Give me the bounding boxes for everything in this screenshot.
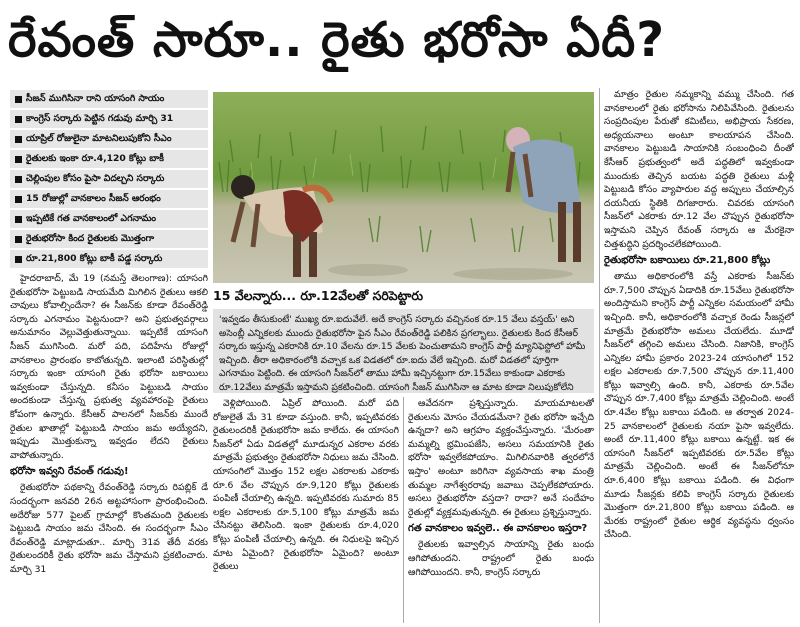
subheading: భరోసా ఇవ్వని రేవంత్ గడువు! xyxy=(10,466,129,478)
paddy-field-illustration xyxy=(213,92,594,283)
column-3 xyxy=(408,397,594,624)
column-1 xyxy=(10,272,208,624)
highlight-item: యాప్రిల్ రోజులైనా మాటనిలుపుకోని సీఎం xyxy=(10,130,208,148)
highlight-item: రైతులకు ఇంకా రూ.4,120 కోట్లు బాకీ xyxy=(10,150,208,168)
highlights-box xyxy=(10,90,208,269)
subheading: గత వానకాలం ఇవ్వలె.. ఈ వానకాలం ఇస్తరా? xyxy=(408,523,588,535)
farmers-paddy-photo xyxy=(213,92,594,283)
headline: రేవంత్ సారూ.. రైతు భరోసా ఏదీ? xyxy=(8,12,666,68)
highlight-item: ఇప్పటికే గత వానకాలంలో ఎగనామం xyxy=(10,210,208,228)
highlight-item: రైతుభరోసా కింద రైతులకు మొత్తంగా xyxy=(10,230,208,248)
body-paragraph: తాము అధికారంలోకి వస్తే ఎకరాకు సీజన్‌కు రూ.7,500 చొప్పున ఏడాదికి రూ.15వేలు రైతుభరోసా అందిస్తామని కాంగ్రెస్ పార్టీ ఎన్నికల సమయంలో హామీ ఇచ్చింది. కానీ, అధికారంలోకి వచ్చాక రెండు సీజన్లలో మాత్రమే రైతుభరోసా అమలు చేయలేదు. మూడో సీజన్‌లో తగ్గించి అమలు చేసింది. నిజానికి, కాంగ్రెస్ ఎన్నికల హామీ ప్రకారం 2023-24 యాసంగిలో 152 లక్షల ఎకరాలకు రూ.7,500 చొప్పున రూ.11,400 కోట్లు ఇవ్వాల్సి ఉంది. కానీ, ఎకరాకు రూ.5వేల చొప్పున రూ.7,400 కోట్లు మాత్రమే చెల్లించింది. అంటే రూ.4వేల కోట్లు బకాయి పడింది. ఆ తర్వాత 2024-25 వానకాలంలో రైతులకు నయా పైసా ఇవ్వలేదు. అంటే రూ.11,400 కోట్లు బకాయి ఉన్నట్టే. ఇక ఈ యాసంగి సీజన్‌లో ఇప్పటివరకు రూ.5వేల కోట్లు మాత్రమే చెల్లించింది. అంటే ఈ సీజన్‌లోనూ రూ.6,400 కోట్లు బకాయి పడింది. ఈ విధంగా మూడు సీజన్లకు కలిపి కాంగ్రెస్ సర్కారు రైతులకు మొత్తంగా రూ.21,800 కోట్లు బకాయి పడింది. ఆ మేరకు రాష్ట్రంలో రైతుల ఆర్థిక వ్యవస్థను ధ్వంసం చేసింది. xyxy=(604,271,794,541)
highlight-item: కాంగ్రెస్ సర్కారు పెట్టిన గడువు మార్చి 31 xyxy=(10,110,208,128)
highlight-item: 15 రోజుల్లో వానకాలం సీజన్ ఆరంభం xyxy=(10,190,208,208)
body-paragraph: వెళ్లిపోయింది. ఏప్రిల్ పోయింది. మరో పది రోజులైతే మే 31 కూడా వస్తుంది. కానీ, ఇప్పటివరకు రైతులందరికీ రైతుభరోసా జమ కాలేదు. ఈ యాసంగి సీజన్‌లో ఏడు విడతల్లో మూడున్నర ఎకరాల వరకు మాత్రమే ప్రభుత్వం రైతుభరోసా నిధులు జమ చేసింది. యాసంగిలో మొత్తం 152 లక్షల ఎకరాలకు ఎకరాకు రూ.6 వేల చొప్పున రూ.9,120 కోట్లు రైతులకు పంపిణీ చేయాల్సి ఉన్నది. ఇప్పటివరకు సుమారు 85 లక్షల ఎకరాలకు రూ.5,100 కోట్లు మాత్రమే జమ చేసినట్టు తెలిసింది. ఇంకా రైతులకు రూ.4,020 కోట్లు పంపిణీ చేయాల్సి ఉన్నది. ఈ నిధులపై ఇచ్చిన మాట ఏమైంది? రైతుభరోసా ఏమైంది? అంటూ రైతులు xyxy=(213,398,399,573)
column-divider xyxy=(599,88,600,623)
highlight-item: చెల్లింపుల కోసం పైసా విదల్చని సర్కారు xyxy=(10,170,208,188)
photo-caption: 15 వేలన్నారు... రూ.12వేలతో సరిపెట్టారు xyxy=(213,283,594,310)
body-paragraph: ఆవేదనగా ప్రశ్నిస్తున్నారు. మాయమాటలతో రైతులను మోసం చేయడమేనా? రైతు భరోసా ఇచ్చేది ఉన్నదా? అని ఆగ్రహం వ్యక్తంచేస్తున్నారు. 'మేరంతా మమ్మల్ని భ్రమింపజేసి, అసలు సమయానికి రైతు భరోసా ఇవ్వలేకపోయాం. మిగిలినవారికి త్వరలోనే ఇస్తాం' అంటూ జరిగినా వ్యవసాయ శాఖ మంత్రి తుమ్మల నాగేశ్వరరావు జవాబు చెప్పలేకపోయారు. అసలు రైతుభరోసా వస్తదా? రాదా? అనే సందేహం రైతుల్లో వ్యక్తమవుతున్నది. ఈ రైతులు ప్రశ్నిస్తున్నారు. xyxy=(408,398,594,518)
column-divider xyxy=(403,397,404,623)
body-paragraph: హైదరాబాద్, మే 19 (నమస్తే తెలంగాణ): యాసంగి రైతుభరోసా పెట్టుబడి సాయమేది మిగిలిన రైతులు ఆకలి చావులు కోవాల్సిందేనా? ఈ సీజన్‌కు కూడా రేవంత్‌రెడ్డి సర్కారు ఎగనామం పెట్టనుందా? అని ప్రభుత్వవర్గాలు అనుమానం వెల్లువెత్తుతున్నాయి. ఇప్పటికే యాసంగి సీజన్ ముగిసింది. మరో పది, పదిహేను రోజుల్లో వానకాలం ప్రారంభం కాబోతున్నది. ఇలాంటి పరిస్థితుల్లో సర్కారు ఇంకా యాసంగి రైతు భరోసా బకాయిలు ఇవ్వకుండా చేస్తున్నది. కనీసం పెట్టుబడి సాయం అందకుండా చేస్తున్న ప్రభుత్వ వ్యవహారంపై రైతులు కోపంగా ఉన్నారు. కేసీఆర్ పాలనలో సీజన్‌కు ముందే రైతుల ఖాతాల్లో పెట్టుబడి సాయం జమ అయ్యేదని, ఇప్పుడు మొత్తుకున్నా ఇవ్వడం లేదని రైతులు వాపోతున్నారు. xyxy=(10,273,208,461)
column-2 xyxy=(213,397,399,624)
highlight-item: రూ.21,800 కోట్లు బాకీ పడ్డ సర్కారు xyxy=(10,250,208,268)
body-paragraph: రైతులకు ఇవ్వాల్సిన సాయాన్ని రైతు బంధు ఆగిపోతుందని. రాష్ట్రంలో రైతు బంధు ఆగిపోయిందని. కానీ, కాంగ్రెస్ సర్కారు xyxy=(408,539,594,578)
column-4 xyxy=(604,88,794,624)
highlight-item: సీజన్ ముగిసినా రాని యాసంగి సాయం xyxy=(10,90,208,108)
body-paragraph: రైతుభరోసా పథకాన్ని రేవంత్‌రెడ్డి సర్కారు రిపబ్లిక్ డే సందర్భంగా జనవరి 26న అట్టహాసంగా ప్రారంభించింది. అదేరోజు 577 పైలట్ గ్రామాల్లో కొంతమంది రైతులకు పెట్టుబడి సాయం జమ చేసింది. ఈ సందర్భంగా సీఎం రేవంత్‌రెడ్డి మాట్లాడుతూ.. మార్చి 31వ తేదీ వరకు రైతులందరికీ రైతు భరోసా జమ చేస్తామని ప్రకటించారు. మార్చి 31 xyxy=(10,482,208,575)
subheading: రైతుభరోసా బకాయిలు రూ.21,800 కోట్లు xyxy=(604,255,771,267)
body-paragraph: మాత్రం రైతుల నమ్మకాన్ని వమ్ము చేసింది. గత వానకాలంలో రైతు భరోసాను నిలిపివేసింది. రైతులను సంప్రదింపుల పేరుతో కమిటీలు, అభిప్రాయ సేకరణ, అధ్యయనాలు అంటూ కాలయాపన చేసింది. వానకాలం పెట్టుబడి సాయానికి సంబంధించి దీంతో కేసీఆర్ ప్రభుత్వంలో అదే పద్ధతిలో ఇవ్వకుండా ముందుకు తెచ్చిన బయట పద్ధతి రైతులు మళ్లీ పెట్టుబడి కోసం వ్యాపారుల వద్ద అప్పులు చేయాల్సిన దయనీయ స్థితికి దిగజారారు. చివరకు యాసంగి సీజన్‌లో ఎకరాకు రూ.12 వేల చొప్పున రైతుభరోసా ఇస్తామని చెప్పిన రేవంత్ సర్కారు ఆ మేరకైనా చిత్తశుద్ధిని ప్రదర్శించలేకపోయింది. xyxy=(604,89,794,250)
quote-text: 'ఇవ్వడం తీసుకుంటే' ముఖ్య రూ.ఐదువేలే. అదే కాంగ్రెస్ సర్కారు వచ్చినంక రూ.15 వేలు వస్తయ్' అని అసెంబ్లీ ఎన్నికలకు ముందు రైతుభరోసా పైన సీఎం రేవంత్‌రెడ్డి పలికిన ప్రగల్భాలు. రైతులకు కింద కేసీఆర్ సర్కారు ఇస్తున్న ఎకరానికి రూ.10 వేలను రూ.15 వేలకు పెంచుతామని కాంగ్రెస్ పార్టీ మ్యానిఫెస్టోలో హామీ ఇచ్చింది. తీరా అధికారంలోకి వచ్చాక ఒక విడతలో రూ.ఐదు వేలే ఇచ్చింది. మరో విడతలో పూర్తిగా ఎగనామం పెట్టింది. ఈ యాసంగి సీజన్‌లో తాము హామీ ఇచ్చినట్టుగా రూ.15వేలు కాకుండా ఎకరాకు రూ.12వేలు మాత్రమే ఇస్తామని ప్రకటించింది. యాసంగి సీజన్ ముగిసినా ఆ మాట కూడా నిలుపుకోలేని xyxy=(219,314,586,393)
quote-box xyxy=(213,309,594,393)
